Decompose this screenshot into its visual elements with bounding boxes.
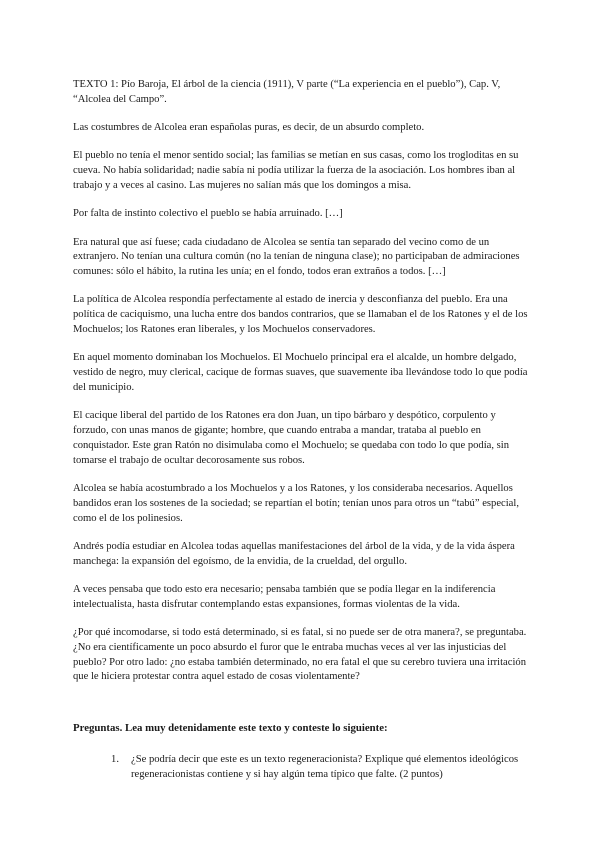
question-list [73, 752, 528, 782]
paragraph: Por falta de instinto colectivo el pueblo se había arruinado. […] [73, 208, 343, 220]
paragraph: Era natural que así fuese; cada ciudadano de Alcolea se sentía tan separado del vecino como de un extranjero. No tenían una cultura común (no la tenían de ninguna clase); no participaban de admiraciones comunes: sólo el hábito, la rutina les unía; en el fondo, todos eran extraños a todos. […] [73, 236, 520, 278]
paragraph: Las costumbres de Alcolea eran españolas puras, es decir, de un absurdo completo. [73, 122, 425, 134]
paragraph: El cacique liberal del partido de los Ratones era don Juan, un tipo bárbaro y despótico, corpulento y forzudo, con unas manos de gigante; hombre, que cuando entraba a mandar, trataba al pueblo en conquistador. Este gran Ratón no disimulaba como el Mochuelo; se quedaba con todo lo que podía, sin tomarse el trabajo de ocultar decorosamente sus robos. [73, 410, 510, 466]
paragraph: Andrés podía estudiar en Alcolea todas aquellas manifestaciones del árbol de la vida, y de la vida áspera manchega: la expansión del egoísmo, de la envidia, de la crueldad, del orgullo. [73, 540, 515, 567]
question-number: 1. [111, 753, 119, 765]
paragraph: La política de Alcolea respondía perfectamente al estado de inercia y desconfianza del pueblo. Era una política de caciquismo, una lucha entre dos bandos contrarios, que se llamaban el de los Ratones y el de los Mochuelos; los Ratones eran liberales, y los Mochuelos conservadores. [73, 294, 528, 336]
text-source-heading: TEXTO 1: Pío Baroja, El árbol de la ciencia (1911), V parte (“La experiencia en el pueblo”), Cap. V, “Alcolea del Campo”. [73, 79, 501, 105]
paragraph: En aquel momento dominaban los Mochuelos. El Mochuelo principal era el alcalde, un hombre delgado, vestido de negro, muy clerical, cacique de formas suaves, que suavemente iba llevándose todo lo que podía del municipio. [73, 352, 528, 393]
section-spacer [73, 699, 528, 721]
paragraph: ¿Por qué incomodarse, si todo está determinado, si es fatal, si no puede ser de otra manera?, se preguntaba. ¿No era científicamente un poco absurdo el furor que le entraba muchas veces al ver las injusticias del pueblo? Por otro lado: ¿no estaba también determinado, no era fatal el que su cerebro tuviera una irritación que le hiciera protestar contra aquel estado de cosas violentamente? [73, 627, 527, 683]
questions-heading: Preguntas. Lea muy detenidamente este texto y conteste lo siguiente: [73, 721, 388, 734]
paragraph: El pueblo no tenía el menor sentido social; las familias se metían en sus casas, como los trogloditas en su cueva. No había solidaridad; nadie sabía ni podía utilizar la fuerza de la asociación. Los hombres iban al trabajo y a veces al casino. Las mujeres no salían más que los domingos a misa. [73, 150, 519, 191]
question-text: ¿Se podría decir que este es un texto regeneracionista? Explique qué elementos ideológicos regeneracionistas contiene y si hay algún tema típico que falte. (2 puntos) [131, 753, 519, 780]
question-item [73, 752, 528, 782]
paragraph: A veces pensaba que todo esto era necesario; pensaba también que se podía llegar en la indiferencia intelectualista, hasta disfrutar contemplando estas expansiones, formas violentas de la vida. [73, 583, 496, 610]
paragraph: Alcolea se había acostumbrado a los Mochuelos y a los Ratones, y los consideraba necesarios. Aquellos bandidos eran los sostenes de la sociedad; se repartían el botín; tenían unos para otros un “tabú” especial, como el de los polinesios. [73, 482, 519, 524]
